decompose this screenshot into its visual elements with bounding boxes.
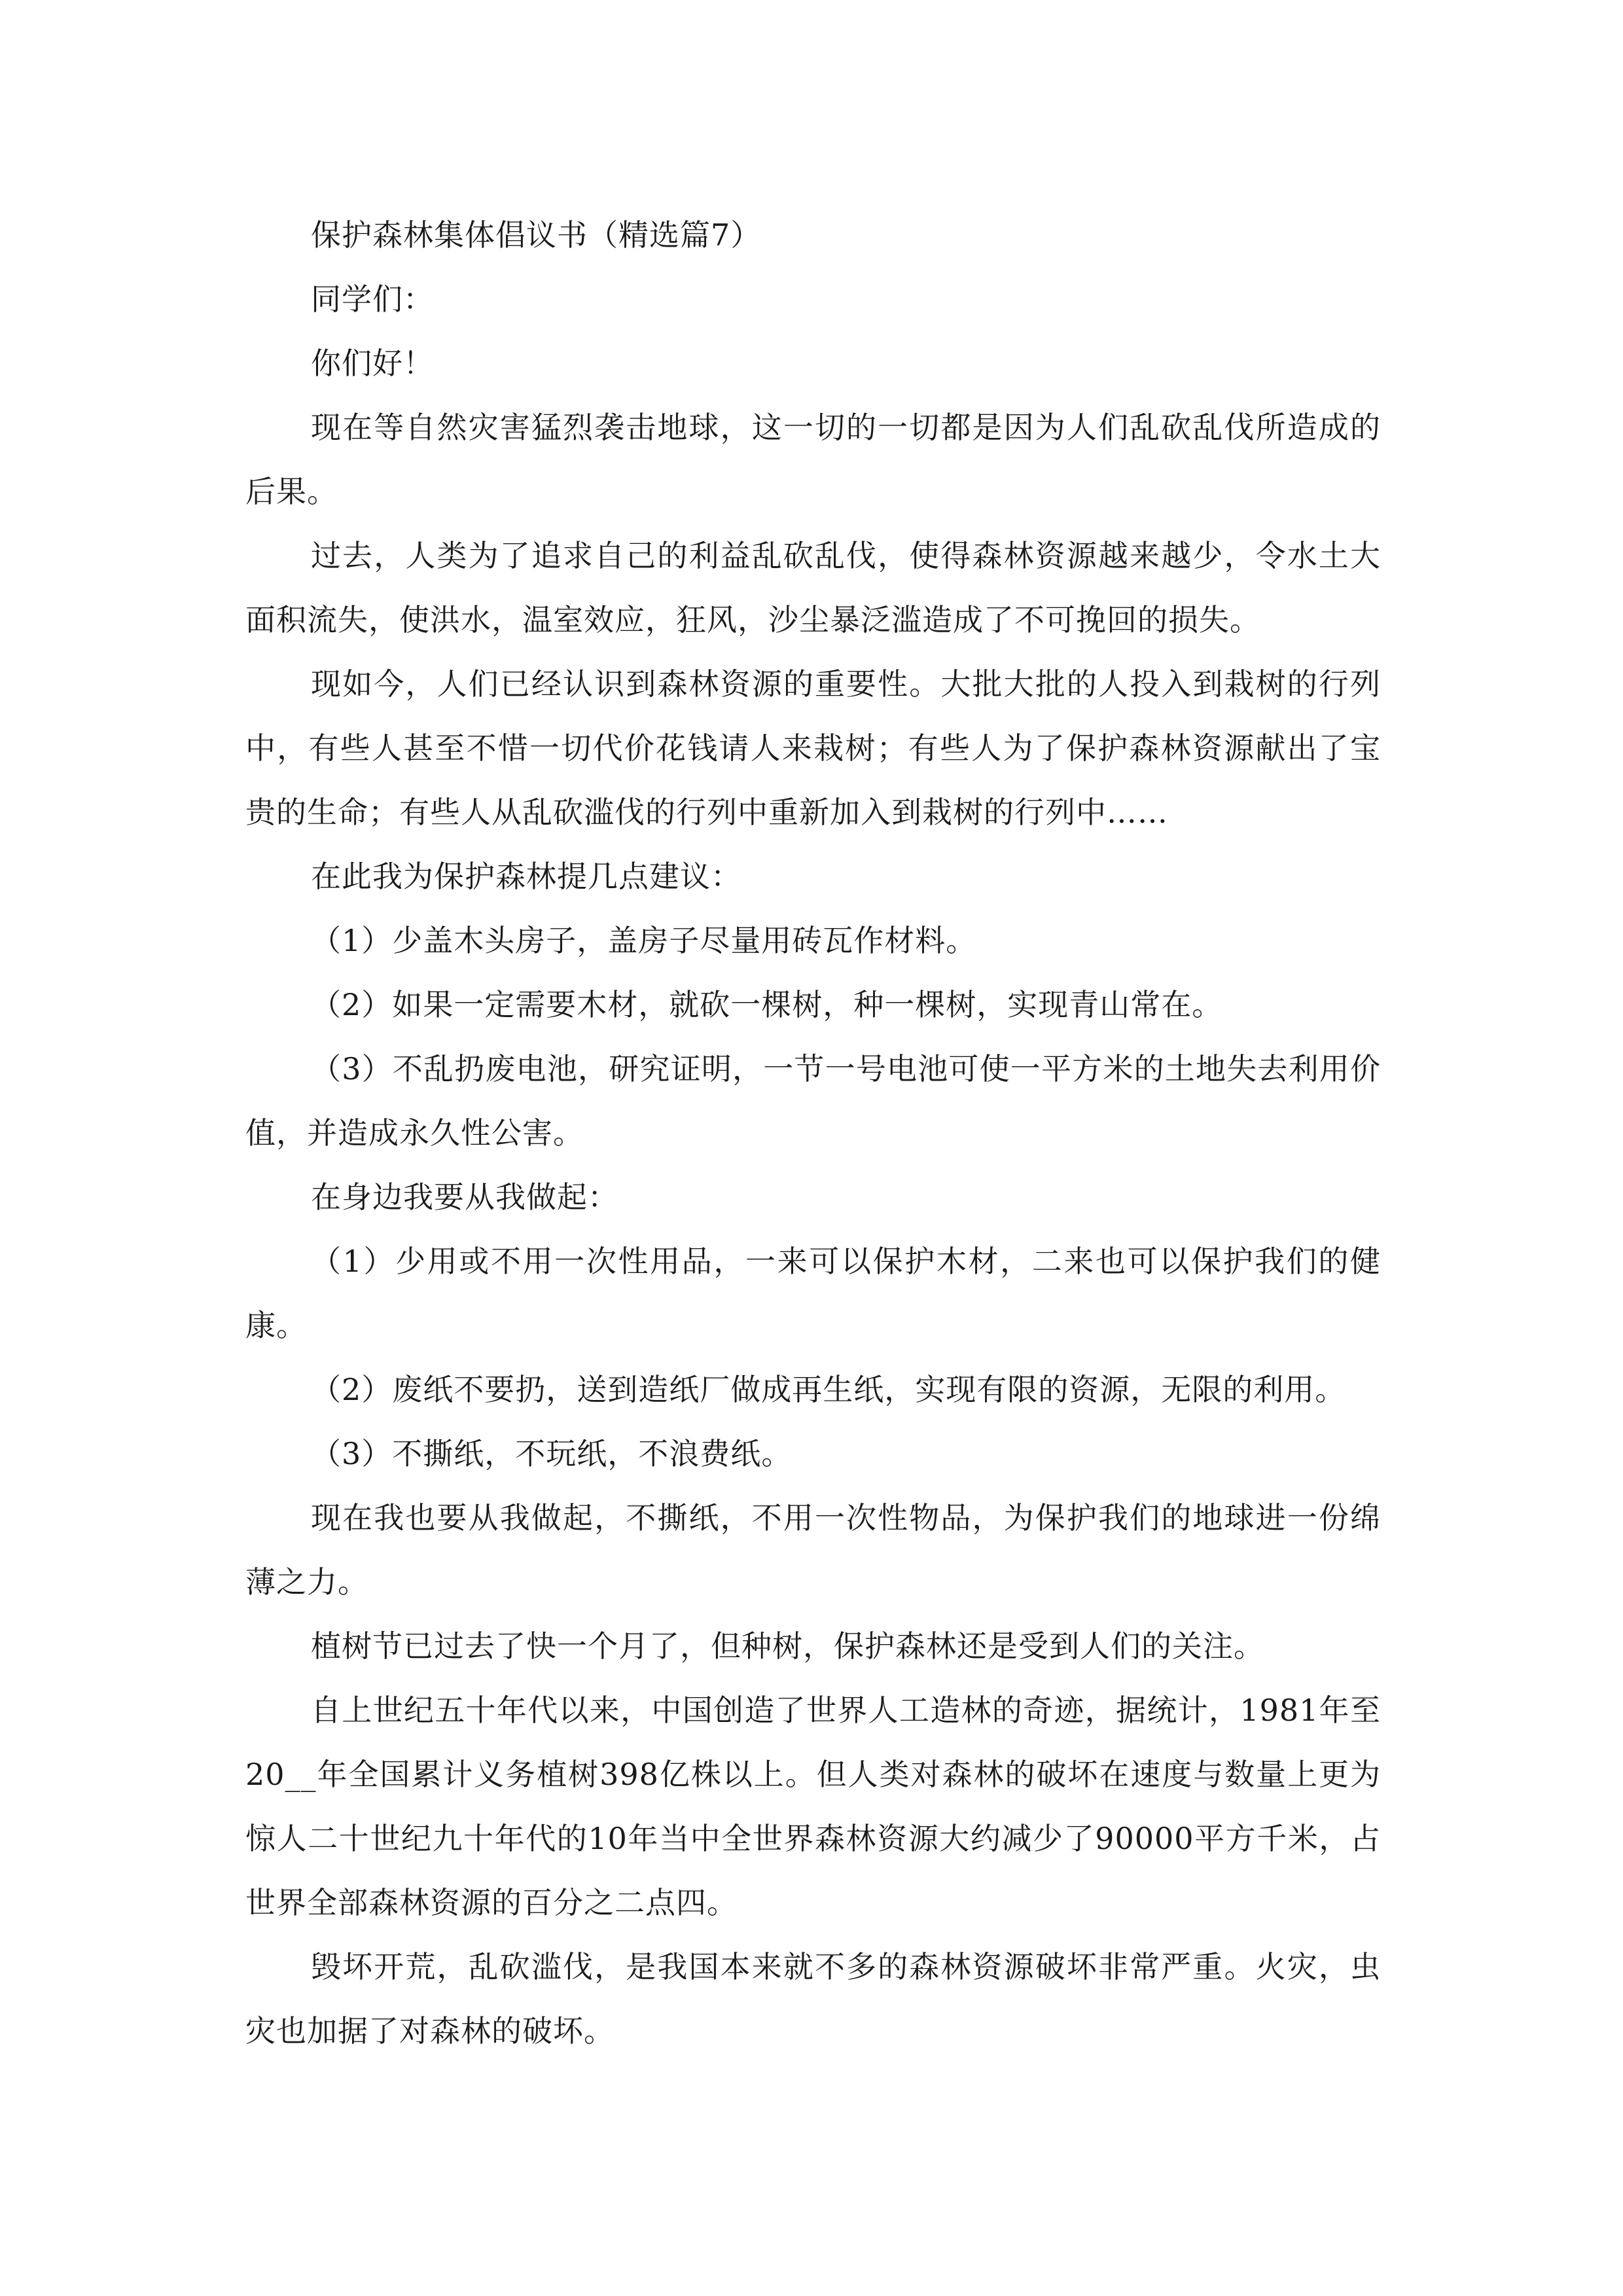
- paragraph: 现如今，人们已经认识到森林资源的重要性。大批大批的人投入到栽树的行列中，有些人甚至不惜一切代价花钱请人来栽树；有些人为了保护森林资源献出了宝贵的生命；有些人从乱砍滥伐的行列中重新加入到栽树的行列中……: [245, 666, 1381, 830]
- suggestion-item: （2）如果一定需要木材，就砍一棵树，种一棵树，实现青山常在。: [311, 987, 1223, 1022]
- greeting: 你们好！: [311, 346, 434, 381]
- action-item: （2）废纸不要扔，送到造纸厂做成再生纸，实现有限的资源，无限的利用。: [311, 1372, 1346, 1407]
- document-body: [245, 203, 1381, 2063]
- salutation: 同学们：: [311, 281, 434, 317]
- paragraph: 在身边我要从我做起：: [311, 1179, 618, 1215]
- paragraph: 自上世纪五十年代以来，中国创造了世界人工造林的奇迹，据统计，1981年至20__年全国累计义务植树398亿株以上。但人类对森林的破坏在速度与数量上更为惊人二十世纪九十年代的10年当中全世界森林资源大约减少了90000平方千米，占世界全部森林资源的百分之二点四。: [245, 1693, 1381, 1920]
- paragraph: 过去，人类为了追求自己的利益乱砍乱伐，使得森林资源越来越少，令水土大面积流失，使洪水，温室效应，狂风，沙尘暴泛滥造成了不可挽回的损失。: [245, 538, 1381, 637]
- action-item: （3）不撕纸，不玩纸，不浪费纸。: [311, 1436, 793, 1471]
- suggestion-item: （3）不乱扔废电池，研究证明，一节一号电池可使一平方米的土地失去利用价值，并造成永久性公害。: [245, 1051, 1381, 1151]
- paragraph: 现在我也要从我做起，不撕纸，不用一次性物品，为保护我们的地球进一份绵薄之力。: [245, 1500, 1381, 1600]
- document-title: 保护森林集体倡议书（精选篇7）: [311, 217, 762, 253]
- paragraph: 毁坏开荒，乱砍滥伐，是我国本来就不多的森林资源破坏非常严重。火灾，虫灾也加据了对森林的破坏。: [245, 1949, 1381, 2049]
- paragraph: 植树节已过去了快一个月了，但种树，保护森林还是受到人们的关注。: [311, 1628, 1264, 1664]
- paragraph: 在此我为保护森林提几点建议：: [311, 859, 741, 894]
- suggestion-item: （1）少盖木头房子，盖房子尽量用砖瓦作材料。: [311, 923, 977, 958]
- action-item: （1）少用或不用一次性用品，一来可以保护木材，二来也可以保护我们的健康。: [245, 1244, 1381, 1343]
- paragraph: 现在等自然灾害猛烈袭击地球，这一切的一切都是因为人们乱砍乱伐所造成的后果。: [245, 410, 1381, 509]
